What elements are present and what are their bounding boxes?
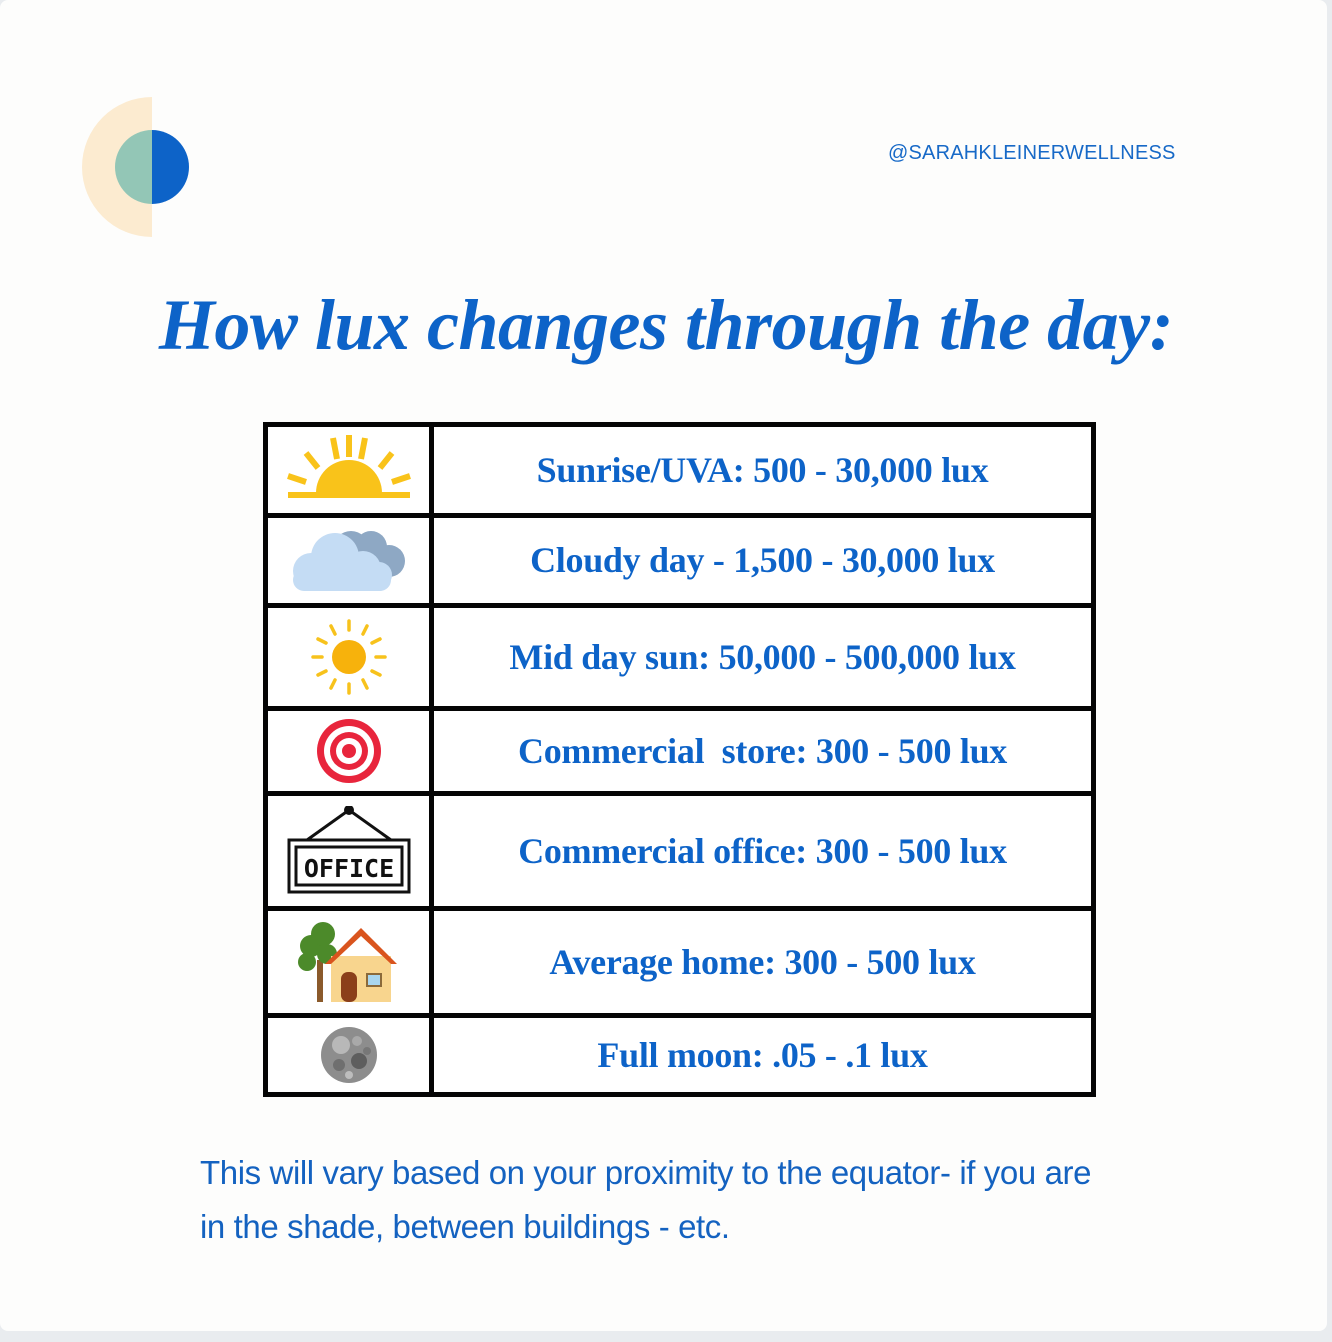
table-row [266, 515, 1094, 606]
cloud-icon [287, 525, 411, 595]
table-row [266, 1016, 1094, 1095]
social-handle: @SARAHKLEINERWELLNESS [888, 142, 1176, 164]
page-title: How lux changes through the day: [158, 285, 1174, 365]
lux-row-text: Sunrise/UVA: 500 - 30,000 lux [432, 425, 1094, 516]
table-row [266, 606, 1094, 709]
sun-icon [309, 617, 389, 697]
sunrise-icon [284, 435, 414, 505]
footnote-line: in the shade, between buildings - etc. [200, 1208, 730, 1245]
footnote-line: This will vary based on your proximity to the equator- if you are [200, 1154, 1092, 1191]
office-sign-icon [285, 806, 413, 896]
table-row [266, 909, 1094, 1016]
table-row [266, 794, 1094, 909]
lux-row-text: Commercial office: 300 - 500 lux [432, 794, 1094, 909]
target-icon [316, 718, 382, 784]
lux-row-text: Mid day sun: 50,000 - 500,000 lux [432, 606, 1094, 709]
office-sign-text: OFFICE [303, 854, 394, 884]
lux-row-text: Cloudy day - 1,500 - 30,000 lux [432, 515, 1094, 606]
half-circle-logo-icon [82, 97, 222, 237]
house-icon [297, 920, 401, 1004]
lux-row-text: Full moon: .05 - .1 lux [432, 1016, 1094, 1095]
footnote [200, 1146, 1200, 1254]
lux-row-text: Average home: 300 - 500 lux [432, 909, 1094, 1016]
table-row [266, 708, 1094, 794]
lux-table [263, 422, 1096, 1097]
table-row [266, 425, 1094, 516]
full-moon-icon [319, 1025, 379, 1085]
lux-row-text: Commercial store: 300 - 500 lux [432, 708, 1094, 794]
